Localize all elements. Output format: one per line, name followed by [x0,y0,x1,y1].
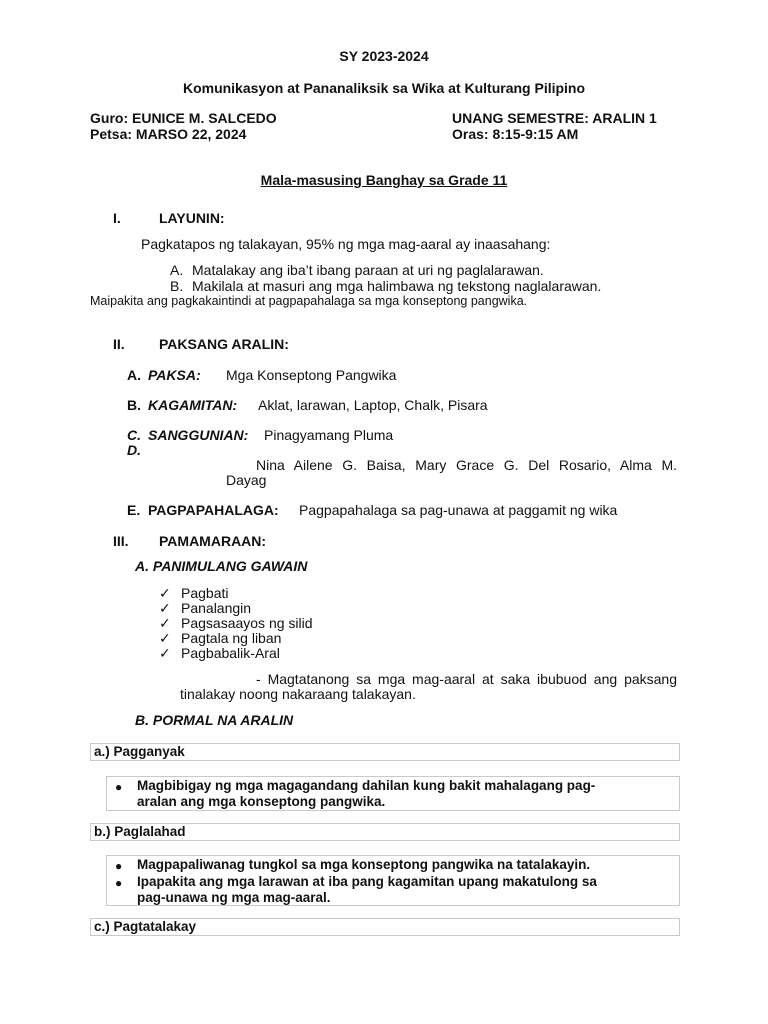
kagamitan-letter: B. [127,397,141,413]
sanggunian-letter: C. [127,427,141,443]
section-2-number: II. [113,336,125,352]
checkmark-icon: ✓ [159,630,171,646]
authors-line-2: Dayag [226,472,267,488]
checkmark-icon: ✓ [159,645,171,661]
sanggunian-value: Pinagyamang Pluma [264,427,394,443]
paglalahad-list [106,855,680,906]
list-item: ● Magbibigay ng mga magagandang dahilan kung bakit mahalagang pag- aralan ang mga konseptong pangwika. [115,778,596,809]
pagtatalakay-label: c.) Pagtatalakay [94,919,197,934]
checkmark-icon: ✓ [159,600,171,616]
panimulang-gawain-heading: A. PANIMULANG GAWAIN [135,558,308,574]
kagamitan-value: Aklat, larawan, Laptop, Chalk, Pisara [258,397,488,413]
school-year: SY 2023-2024 [339,48,429,64]
section-3-heading: PAMAMARAAN: [159,533,267,549]
review-line-2: tinalakay noong nakaraang talakayan. [180,686,416,702]
pagganyak-box [90,743,680,761]
list-item: ● Magpapaliwanag tungkol sa mga konseptong pangwika na tatalakayin. [115,857,591,873]
objective-b-text: Makilala at masuri ang mga halimbawa ng tekstong naglalarawan. [192,278,602,294]
pagganyak-list [106,776,680,811]
bullet-icon: ● [115,876,123,890]
checklist-item: ✓ Panalangin [159,600,252,616]
checkmark-icon: ✓ [159,615,171,631]
paglalahad-label: b.) Paglalahad [94,824,186,839]
paksa-letter: A. [127,367,141,383]
pagtatalakay-box [90,918,680,936]
bullet-icon: ● [115,780,123,794]
pagganyak-label: a.) Pagganyak [94,744,185,759]
objective-extra-text: Maipakita ang pagkakaintindi at pagpapahalaga sa mga konseptong pangwika. [90,294,528,308]
section-2-heading: PAKSANG ARALIN: [159,336,289,352]
objective-b-letter: B. [170,278,184,294]
authors-line-1: Nina Ailene G. Baisa, Mary Grace G. Del Rosario, Alma M. [256,457,677,473]
subject-title: Komunikasyon at Pananaliksik sa Wika at Kulturang Pilipino [182,80,586,96]
review-line-1: - Magtatanong sa mga mag-aaral at saka ibubuod ang paksang [256,671,677,687]
objectives-intro: Pagkatapos ng talakayan, 95% ng mga mag-aaral ay inaasahang: [141,236,551,252]
list-item: ● Ipapakita ang mga larawan at iba pang kagamitan upang makatulong sa pag-unawa ng mga mag-aaral. [115,874,597,905]
d-letter: D. [127,442,141,458]
checklist-item: ✓ Pagbati [159,585,229,601]
teacher-name: Guro: EUNICE M. SALCEDO [90,110,277,126]
objective-a-letter: A. [170,262,184,278]
section-3-number: III. [113,533,129,549]
paglalahad-box [90,823,680,841]
section-1-heading: LAYUNIN: [159,210,225,226]
document-title: Mala-masusing Banghay sa Grade 11 [260,172,508,188]
objective-a-text: Matalakay ang iba’t ibang paraan at uri ng paglalarawan. [192,262,544,278]
checklist-item: ✓ Pagbabalik-Aral [159,645,280,661]
sanggunian-label: SANGGUNIAN: [148,427,249,443]
lesson-time: Oras: 8:15-9:15 AM [452,126,579,142]
bullet-icon: ● [115,859,123,873]
kagamitan-label: KAGAMITAN: [148,397,238,413]
section-1-number: I. [113,210,121,226]
pagpapahalaga-label: PAGPAPAHALAGA: [148,502,279,518]
lesson-date: Petsa: MARSO 22, 2024 [90,126,247,142]
pormal-na-aralin-heading: B. PORMAL NA ARALIN [135,712,294,728]
checklist-item: ✓ Pagsasaayos ng silid [159,615,313,631]
checkmark-icon: ✓ [159,585,171,601]
pagpapahalaga-value: Pagpapahalaga sa pag-unawa at paggamit ng wika [299,502,618,518]
pagpapahalaga-letter: E. [127,502,141,518]
paksa-value: Mga Konseptong Pangwika [226,367,397,383]
paksa-label: PAKSA: [148,367,201,383]
semester-info: UNANG SEMESTRE: ARALIN 1 [452,110,657,126]
checklist-item: ✓ Pagtala ng liban [159,630,282,646]
